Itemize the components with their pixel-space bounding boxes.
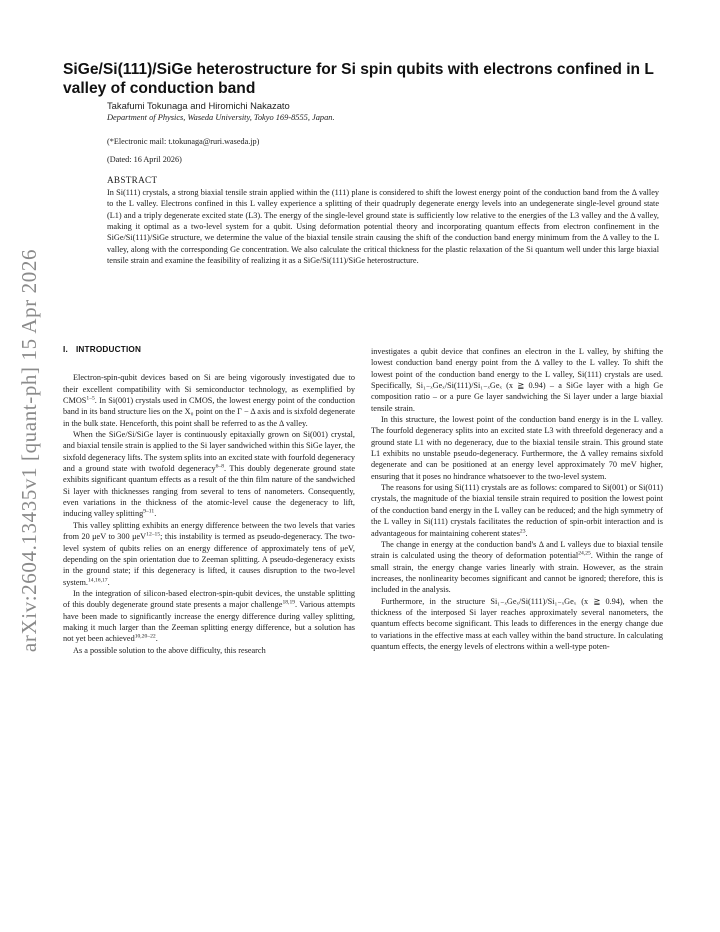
citation: 12–15 — [146, 531, 161, 538]
paragraph: When the SiGe/Si/SiGe layer is continuously epitaxially grown on Si(001) crystal, and biaxial tensile strain is applied to the Si layer sandwiched within this SiGe layer, the sixfold degeneracy lifts. The system splits into an excited state with fourfold degeneracy and a ground state with twofold degeneracy$^{6-8}$. This doubly degenerate ground state exhibits significant quantum effects as a result of the thin film nature of the sandwiched Si layer with thicknesses ranging from several to tens of nanometers. Consequently, even variations in the thickness of the atomic-level cause the degeneracy to lift, inducing valley splitting$^{9-11}$. — [63, 430, 356, 519]
paragraph: Furthermore, in the structure Si₁₋ₓGeₓ/Si(111)/Si₁₋ₓGeₓ (x ≧ 0.94), when the thickness of the interposed Si layer reaches approximately several nanometers, the quantum effects become significant. This leads to differences in the energy change due to variations in the effective mass at each valley within the band structure. In calculating quantum effects, the energy levels of electrons within a well-type poten- — [371, 596, 663, 651]
contact-email: (*Electronic mail: t.tokunaga@ruri.waseda.jp) — [107, 137, 260, 146]
citation: 23 — [519, 528, 526, 535]
paper-title: SiGe/Si(111)/SiGe heterostructure for Si spin qubits with electrons confined in L valley of conduction band — [63, 61, 654, 97]
paragraph: investigates a qubit device that confines an electron in the L valley, by shifting the lowest conduction band energy point from the Δ valley to the L valley. To shift the lowest point of the conduction band energy to the L valley, Si(111) crystals are used. Specifically, Si₁₋ₓGeₓ/Si(111)/Si₁₋ₓGeₓ (x ≧ 0.94) – a SiGe layer with a high Ge composition ratio – or a pure Ge layer sandwiching the Si layer under a large biaxial tensile strain. — [371, 347, 663, 413]
citation: 24,25 — [578, 550, 591, 557]
citation: 9–11 — [143, 509, 155, 516]
paragraph: Electron-spin-qubit devices based on Si are being vigorously investigated due to their excellent compatibility with Si semiconductor technology, as exemplified by CMOS$^{1-5}$. In Si(001) crystals used in CMOS, the lowest energy point of the conduction band in its band structure lies on the X₀ point on the Γ − Δ axis and is sixfold degenerate in the bulk state. Henceforth, this point shall be referred to as the Δ valley. — [63, 373, 355, 428]
paragraph: In the integration of silicon-based electron-spin-qubit devices, the unstable splitting of this doubly degenerate ground state presents a major challenge$^{18,19}$. Various attempts have been made to significantly increase the energy difference during valley splitting, making it much larger than the Zeeman splitting energy difference, but a solution has not yet been achieved$^{10,20-22}$. — [63, 588, 356, 644]
arxiv-stamp — [10, 240, 50, 660]
abstract-text: In Si(111) crystals, a strong biaxial tensile strain applied within the (111) plane is considered to shift the lowest energy point of the conduction band from the Δ valley to the L valley. Electrons confined in this L valley experience a splitting of their quadruply degenerate energy levels into an undegenerate single-level ground state (L1) and a triply degenerate excited state (L3). The energy of the single-level ground state is sufficiently low relative to the energies of the L3 valley and the Δ valley, making it optimal as a two-level system for a qubit. Using deformation potential theory and incorporating quantum effects from electron confinement in the SiGe/Si(111)/SiGe structure, we determine the value of the biaxial tensile strain causing the shift of the conduction band energy minimum from the Δ valley to the L valley, along with the corresponding Ge concentration. We also calculate the critical thickness for the plastic relaxation of the Si quantum well under this large biaxial tensile strain and examine the feasibility of realizing it as a SiGe/Si(111)/SiGe heterostructure. — [107, 188, 659, 266]
author-list: Takafumi Tokunaga and Hiromichi Nakazato — [107, 100, 290, 111]
citation: 18,19 — [282, 599, 296, 606]
section-heading — [63, 344, 355, 355]
affiliation: Department of Physics, Waseda University, Tokyo 169-8555, Japan. — [107, 113, 335, 122]
paragraph: The reasons for using Si(111) crystals are as follows: compared to Si(001) or Si(011) crystals, the magnitude of the biaxial tensile strain required to position the lowest point of the conduction band energy in the L valley can be reduced; and the high symmetry of the L valley in Si(111) crystals facilitates the reduction of spin-orbit interaction and is advantageous for maintaining coherent states$^{23}$. — [371, 483, 663, 538]
right-column — [371, 346, 663, 652]
paragraph: The change in energy at the conduction band's Δ and L valleys due to biaxial tensile strain is calculated using the theory of deformation potential$^{24,25}$. Within the range of small strain, the energy change varies linearly with strain. However, as the strain increases, the nonlinearity becomes significant and cannot be ignored; therefore, this is included in the analysis. — [371, 539, 663, 595]
paragraph: This valley splitting exhibits an energy difference between the two levels that varies from 20 μeV to 300 μeV$^{12-15}$; this instability is termed as pseudo-degeneracy. The two-level system of qubits relies on an energy difference of approximately tens of μeV, depending on the spin orientation due to Zeeman splitting. A pseudo-degeneracy exists in the ground state; if this degeneracy is lifted, it causes disruption to the two-level system.$^{14,16,17}$. — [63, 520, 356, 587]
arxiv-id: arXiv:2604.13435v1 [quant-ph] 15 Apr 2026 — [17, 248, 42, 652]
left-column — [63, 344, 355, 656]
section-title: INTRODUCTION — [75, 345, 142, 354]
abstract-heading: ABSTRACT — [107, 175, 158, 185]
citation: 10,20–22 — [134, 633, 156, 640]
paragraph: As a possible solution to the above difficulty, this research — [73, 645, 266, 655]
citation: 14,16,17 — [87, 577, 108, 584]
paragraph: In this structure, the lowest point of the conduction band energy is in the L valley. The fourfold degeneracy splits into an excited state L3 with threefold degeneracy and a ground state L1 with no degeneracy, due to the biaxial tensile strain. This ground state L1 exhibits no unstable pseudo-degeneracy. Furthermore, the Δ valley remains sixfold degenerate and can be positioned at an energy level approximately 70 meV higher, ensuring that it poses no hindrance whatsoever to the two-level system. — [371, 415, 663, 481]
citation: 1–5 — [86, 395, 95, 402]
date-line: (Dated: 16 April 2026) — [107, 155, 182, 164]
section-number: I. — [63, 345, 68, 354]
citation: 6–8 — [215, 463, 225, 470]
